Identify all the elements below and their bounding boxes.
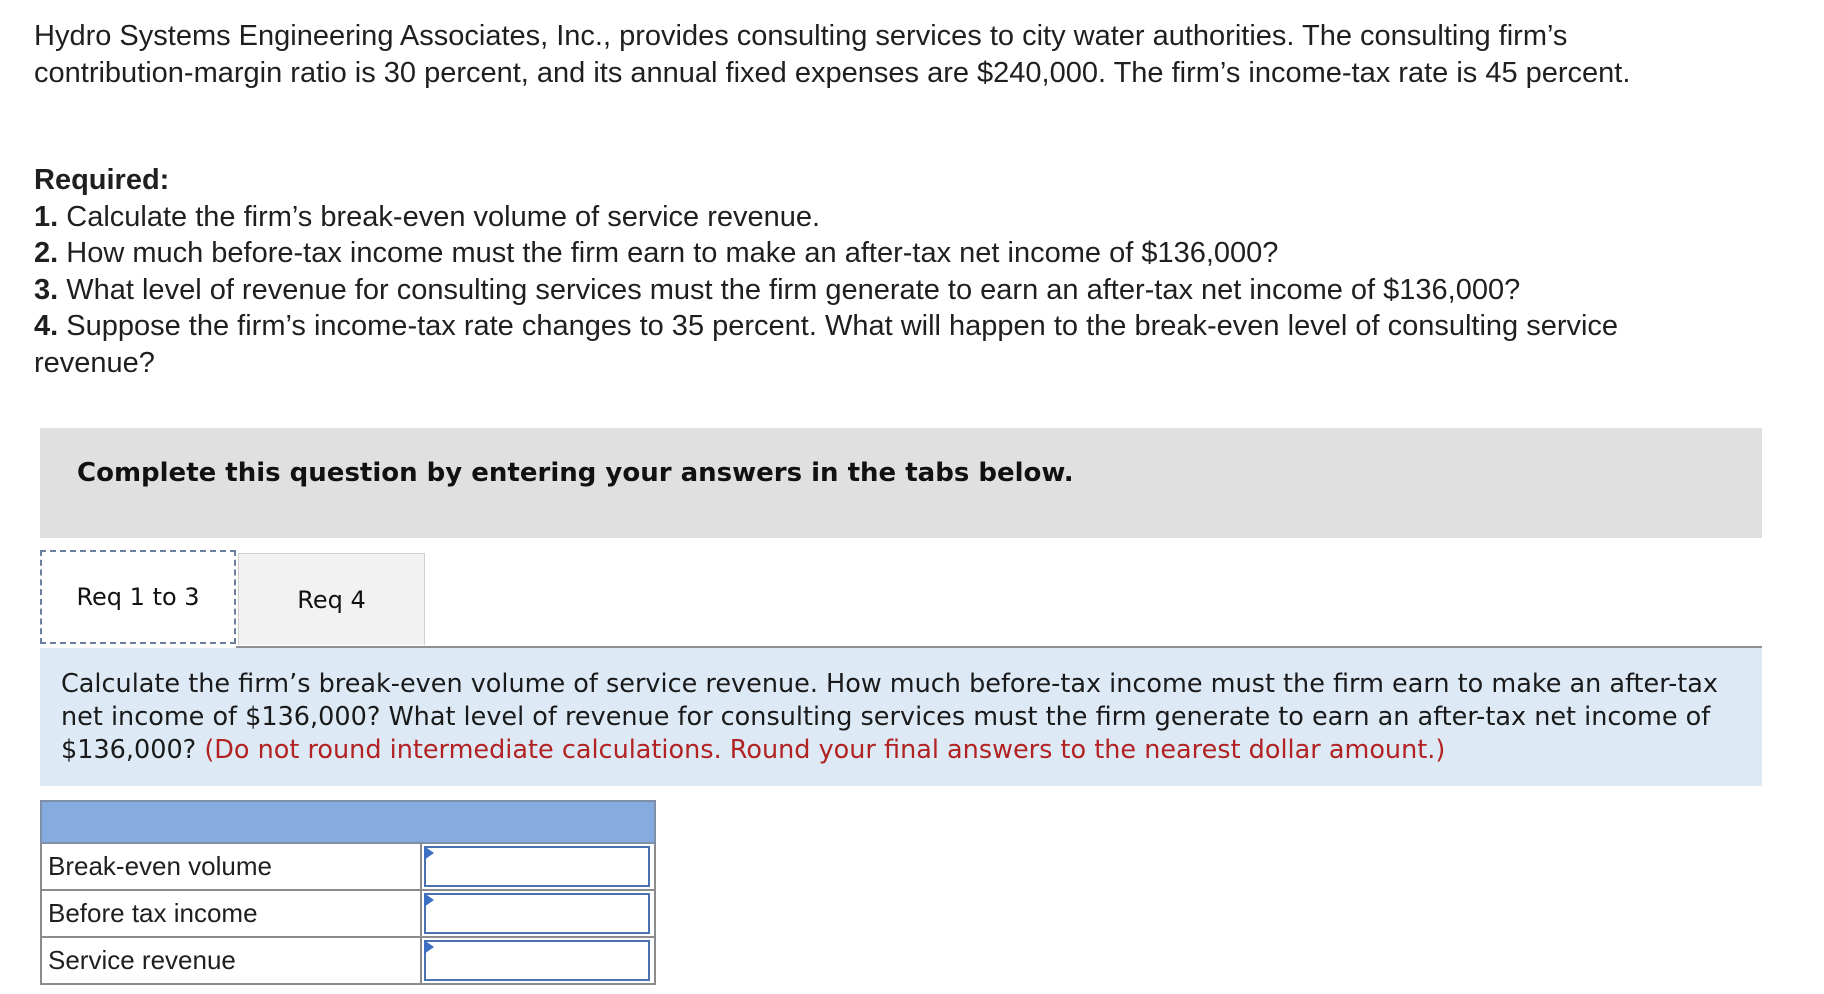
required-item-text: How much before-tax income must the firm earn to make an after-tax net income of $136,000? (66, 237, 1279, 269)
required-item-text: Suppose the firm’s income-tax rate changes to 35 percent. What will happen to the break-even level of consulting service revenue? (34, 310, 1619, 379)
cell-divider (420, 844, 422, 889)
required-item-number: 4. (34, 310, 59, 342)
question-text (61, 668, 1741, 767)
question-body: Calculate the firm’s break-even volume of service revenue. How much before-tax income must the firm earn to make an after-tax net income of $136,000? What level of revenue for consulting services must the firm generate to earn an after-tax net income of $136,000? (61, 669, 1718, 765)
instruction-text: Complete this question by entering your answers in the tabs below. (77, 458, 1074, 488)
required-item-number: 2. (34, 237, 59, 269)
answer-table-header (40, 800, 656, 844)
service-revenue-input[interactable] (424, 940, 650, 981)
answer-table (40, 800, 656, 985)
required-item-2 (34, 235, 1734, 272)
row-label: Break-even volume (48, 851, 272, 881)
tab-req-1-to-3[interactable] (40, 550, 236, 644)
tab-req-4[interactable] (238, 553, 425, 645)
required-item-number: 1. (34, 200, 59, 233)
row-label: Service revenue (48, 945, 236, 975)
rounding-note: (Do not round intermediate calculations. Round your final answers to the nearest dollar amount.) (204, 735, 1446, 765)
cell-divider (420, 938, 422, 983)
required-item-text: What level of revenue for consulting services must the firm generate to earn an after-tax net income of $136,000? (66, 273, 1521, 306)
required-section (34, 162, 1734, 381)
problem-intro: Hydro Systems Engineering Associates, Inc., provides consulting services to city water authorities. The consulting firm’s contribution-margin ratio is 30 percent, and its annual fixed expenses are $240,000. The firm’s income-tax rate is 45 percent. (34, 20, 1631, 89)
table-row-break-even-volume (40, 844, 656, 891)
required-heading: Required: (34, 164, 170, 196)
required-item-number: 3. (34, 273, 59, 306)
required-item-1 (34, 199, 1734, 236)
instruction-banner (40, 428, 1762, 538)
tab-label: Req 4 (297, 585, 366, 614)
row-label: Before tax income (48, 898, 258, 928)
required-item-text: Calculate the firm’s break-even volume of service revenue. (66, 200, 821, 233)
question-panel (40, 648, 1762, 786)
tab-label: Req 1 to 3 (76, 583, 200, 611)
table-row-before-tax-income (40, 891, 656, 938)
required-item-4 (34, 308, 1734, 381)
before-tax-income-input[interactable] (424, 893, 650, 934)
table-row-service-revenue (40, 938, 656, 985)
cell-divider (420, 891, 422, 936)
break-even-volume-input[interactable] (424, 846, 650, 887)
required-item-3 (34, 272, 1734, 309)
